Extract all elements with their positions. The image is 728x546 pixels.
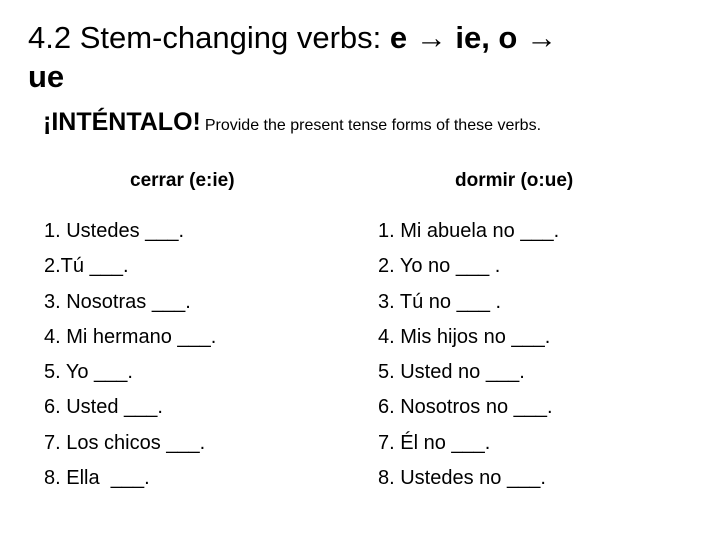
exercise-list-dormir (378, 214, 559, 496)
instruction-text: Provide the present tense forms of these verbs. (204, 117, 542, 134)
list-item: 4. Mi hermano ___. (44, 325, 217, 348)
list-item: 2.Tú ___. (44, 255, 129, 278)
list-item: 6. Usted ___. (44, 396, 163, 419)
list-item: 3. Tú no ___ . (378, 290, 502, 313)
title-prefix: 4.2 Stem-changing verbs: (28, 20, 390, 55)
list-item: 3. Nosotras ___. (44, 290, 191, 313)
exercise-list-cerrar (44, 214, 216, 496)
list-item: 4. Mis hijos no ___. (378, 325, 551, 348)
list-item: 7. Los chicos ___. (44, 431, 206, 454)
list-item: 2. Yo no ___ . (378, 255, 501, 278)
title-ie-o: ie, o (446, 20, 526, 55)
column-header-cerrar: cerrar (e:ie) (130, 170, 235, 191)
list-item: 1. Ustedes ___. (44, 220, 185, 242)
list-item: 6. Nosotros no ___. (378, 396, 553, 419)
list-item: 1. Mi abuela no ___. (378, 220, 560, 242)
arrow-icon: → (525, 20, 557, 55)
title-ue: ue (28, 59, 65, 94)
list-item: 5. Yo ___. (44, 361, 133, 384)
list-item: 5. Usted no ___. (378, 361, 525, 384)
page-title (28, 18, 708, 96)
column-header-dormir: dormir (o:ue) (455, 170, 574, 191)
title-e: e (389, 20, 408, 55)
list-item: 8. Ustedes no ___. (378, 467, 546, 490)
list-item: 7. Él no ___. (378, 431, 491, 454)
list-item: 8. Ella ___. (44, 467, 150, 490)
arrow-icon: → (415, 20, 447, 55)
instruction (43, 108, 541, 137)
instruction-heading: ¡INTÉNTALO! (43, 108, 201, 136)
